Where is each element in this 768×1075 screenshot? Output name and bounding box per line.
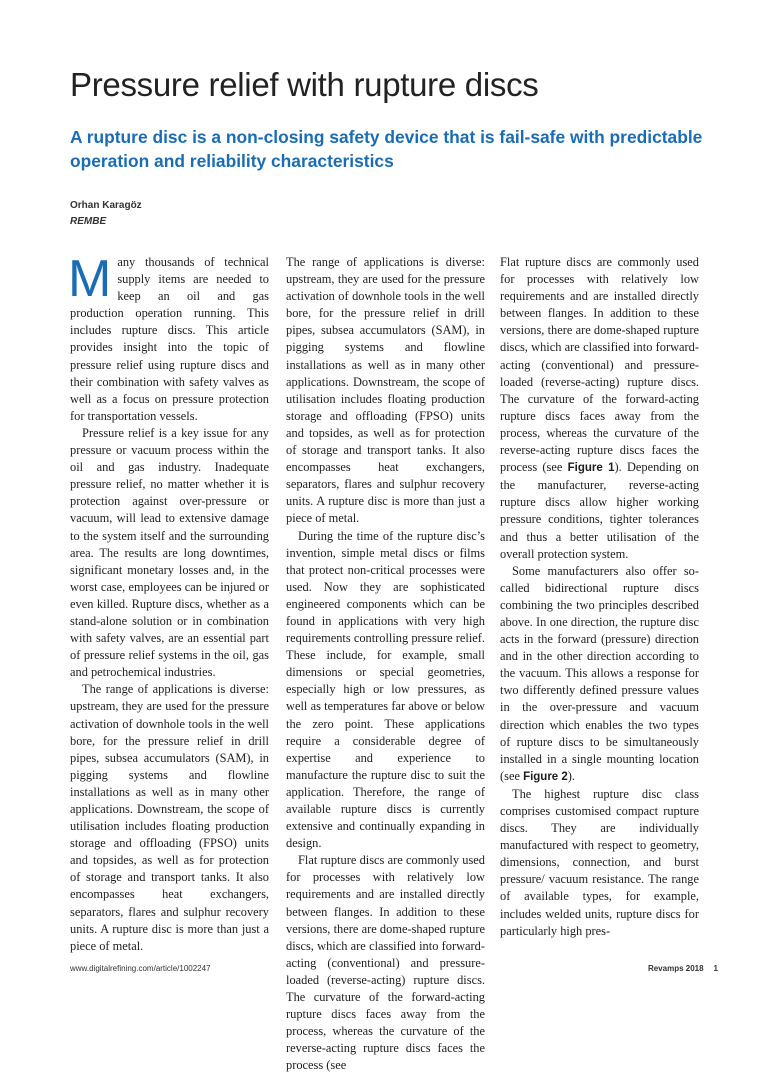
paragraph-continued: The range of applications is diverse: upstream, they are used for the pressure activation of downhole tools in the well bore, for the pressure relief in drill pipes, subsea accumulators (SAM), in pigging systems and flowline installations as well as in many other applications. Downstream, the scope of utilisation includes floating production storage and offloading (FPSO) units and topsides, as well as for protection of storage and transport tanks. It also encompasses heat exchangers, separators, flares and sulphur recovery units. A rupture disc is more than just a piece of metal. <box>286 255 485 526</box>
paragraph-continued <box>500 254 699 563</box>
body-column-3 <box>500 254 699 938</box>
article-subtitle: A rupture disc is a non-closing safety device that is fail-safe with predictable operation and reliability characteristics <box>70 127 703 171</box>
byline <box>70 198 142 230</box>
paragraph-text: Flat rupture discs are commonly used for processes with relatively low requirements and are installed directly between flanges. In addition to these versions, there are dome-shaped rupture discs, which are classified into forward-acting (conventional) and pressure-loaded (reverse-acting) rupture discs. The curvature of the forward-acting rupture discs faces away from the process, whereas the curvature of the reverse-acting rupture discs faces the process (see <box>500 255 699 475</box>
issue-label: Revamps 2018 <box>647 964 704 973</box>
paragraph-text: ). <box>567 768 576 783</box>
paragraph: The highest rupture disc class comprises customised compact rupture discs. They are individually manufactured with respect to geometry, dimensions, connection, and burst pressure/ vacuum resistance. The range of available types, for example, includes welded units, rupture discs for particularly high pres- <box>500 786 699 938</box>
author-organization: REMBE <box>70 216 107 227</box>
paragraph-text: Some manufacturers also offer so-called bidirectional rupture discs combining the two principles described above. In one direction, the rupture disc acts in the forward (pressure) direction and in the other direction according to the vacuum. This allows a response for two differently defined pressure values in the over-pressure and vacuum direction which enables the two types of rupture discs to be simultaneously installed in a single mounting location (see <box>500 563 699 783</box>
article-title: Pressure relief with rupture discs <box>70 66 539 103</box>
footer-url[interactable]: www.digitalrefining.com/article/1002247 <box>70 964 211 973</box>
paragraph-intro-text: any thousands of technical supply items are needed to keep an oil and gas production operation running. This includes rupture discs. This article provides insight into the topic of pressure relief using rupture discs and their combination with safety valves as well as a focus on pressure protection for transportation vessels. <box>70 255 269 423</box>
paragraph <box>500 563 699 786</box>
body-column-1 <box>68 250 269 953</box>
figure-1-reference[interactable]: Figure 1 <box>567 462 615 475</box>
author-name: Orhan Karagöz <box>70 200 142 211</box>
paragraph-intro <box>68 250 269 425</box>
paragraph: Pressure relief is a key issue for any pressure or vacuum process within the oil and gas industry. Inadequate pressure relief, no matter whether it is protection against over-pressure or vacuum, will lead to extensive damage to the system itself and the surrounding area. The results are long downtimes, significant monetary losses and, in the worst case, employees can be injured or even killed. Rupture discs, whether as a stand-alone solution or in combination with safety valves, are an essential part of pressure relief systems in the oil, gas and petrochemical industries. <box>70 425 269 680</box>
page-number: 1 <box>713 964 718 973</box>
paragraph: The range of applications is diverse: upstream, they are used for the pressure activation of downhole tools in the well bore, for the pressure relief in drill pipes, subsea accumulators (SAM), in pigging systems and flowline installations as well as in many other applications. Downstream, the scope of utilisation includes floating production storage and offloading (FPSO) units and topsides, as well as for protection of storage and transport tanks. It also encompasses heat exchangers, separators, flares and sulphur recovery units. A rupture disc is more than just a piece of metal. <box>70 682 269 953</box>
paragraph: During the time of the rupture disc’s invention, simple metal discs or films that protect non-critical processes were used. Now they are sophisticated engineered components which can be found in applications with very high requirements controlling pressure relief. These include, for example, small dimensions or special geometries, especially high or low pressures, as well as temperatures far above or below the zero point. These applications require a considerable degree of expertise and experience to manufacture the rupture disc to suit the application. Therefore, the range of available rupture discs is currently extensive and continually expanding in design. <box>286 528 485 851</box>
figure-2-reference[interactable]: Figure 2 <box>523 770 568 783</box>
paragraph-text: ). Depending on the manufacturer, reverse-acting rupture discs allow higher working pressure conditions, tighter tolerances and thus a better utilisation of the overall protection system. <box>500 460 699 561</box>
footer-issue <box>648 964 718 973</box>
drop-cap: M <box>68 250 112 308</box>
body-column-2 <box>286 254 485 1073</box>
paragraph: Flat rupture discs are commonly used for processes with relatively low requirements and are installed directly between flanges. In addition to these versions, there are dome-shaped rupture discs, which are classified into forward-acting (conventional) and pressure-loaded (reverse-acting) rupture discs. The curvature of the forward-acting rupture discs faces away from the process, whereas the curvature of the reverse-acting rupture discs faces the process (see <box>286 853 485 1073</box>
